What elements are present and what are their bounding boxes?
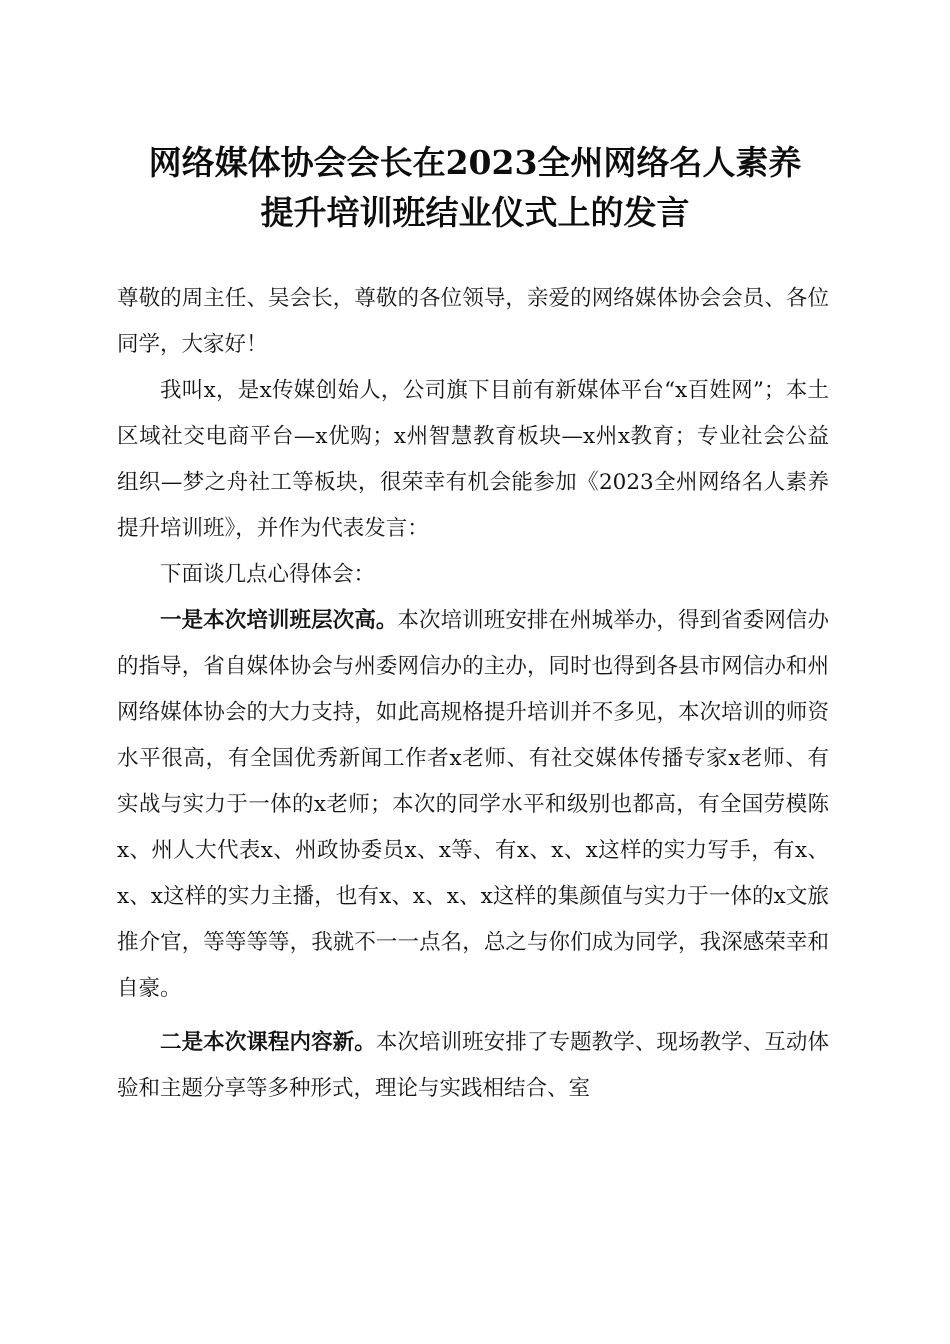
- title-line-1: 网络媒体协会会长在2023全州网络名人素养: [148, 143, 802, 182]
- intro-paragraph: 我叫x，是x传媒创始人，公司旗下目前有新媒体平台“x百姓网”；本土区域社交电商平台—x优购；x州智慧教育板块—x州x教育；专业社会公益组织—梦之舟社工等板块，很荣幸有机会能参加《2023全州网络名人素养提升培训班》，并作为代表发言：: [117, 378, 829, 541]
- document-title: [100, 138, 850, 238]
- transition-paragraph: 下面谈几点心得体会：: [160, 562, 376, 587]
- point-one-paragraph: [117, 598, 829, 1012]
- document-body: [117, 276, 829, 1112]
- point-two-paragraph: [117, 1020, 829, 1112]
- greeting-paragraph: 尊敬的周主任、吴会长，尊敬的各位领导，亲爱的网络媒体协会会员、各位同学，大家好！: [117, 286, 829, 357]
- point-one-heading: 一是本次培训班层次高。: [160, 608, 398, 633]
- point-two-body: 本次培训班安排了专题教学、现场教学、互动体验和主题分享等多种形式，理论与实践相结合、室: [117, 1030, 829, 1101]
- point-one-body: 本次培训班安排在州城举办，得到省委网信办的指导，省自媒体协会与州委网信办的主办，同时也得到各县市网信办和州网络媒体协会的大力支持，如此高规格提升培训并不多见，本次培训的师资水平很高，有全国优秀新闻工作者x老师、有社交媒体传播专家x老师、有实战与实力于一体的x老师；本次的同学水平和级别也都高，有全国劳模陈x、州人大代表x、州政协委员x、x等、有x、x、x这样的实力写手，有x、x、x这样的实力主播，也有x、x、x、x这样的集颜值与实力于一体的x文旅推介官，等等等等，我就不一一点名，总之与你们成为同学，我深感荣幸和自豪。: [117, 608, 829, 1001]
- point-two-heading: 二是本次课程内容新。: [160, 1030, 376, 1055]
- title-line-2: 提升培训班结业仪式上的发言: [260, 193, 690, 232]
